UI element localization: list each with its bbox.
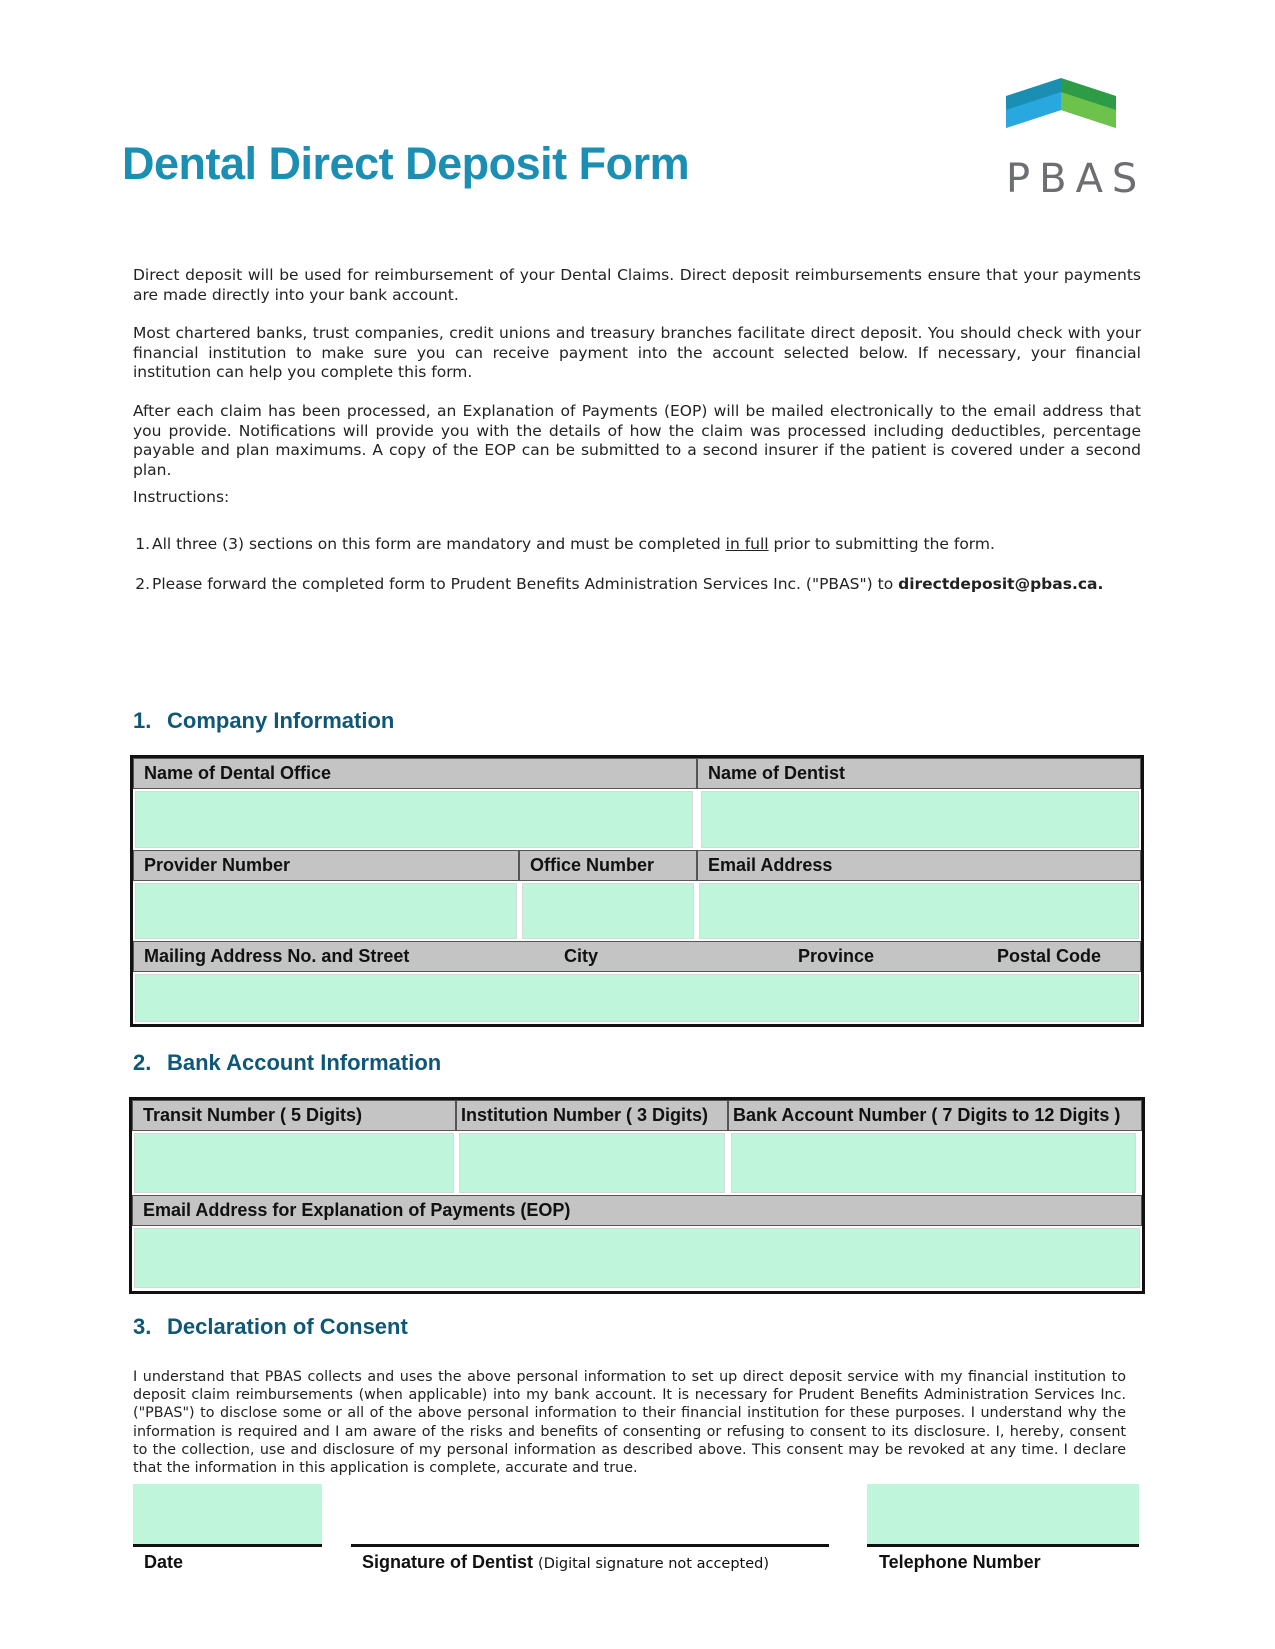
section-number: 3. (133, 1314, 152, 1339)
telephone-field[interactable] (867, 1484, 1139, 1545)
header-mailing-address: Mailing Address No. and Street (144, 946, 410, 966)
intro-paragraph-3: After each claim has been processed, an Explanation of Payments (EOP) will be mailed electronically to the email address that you provide. Notifications will provide you with the details of how the claim was processed including deductibles, percentage payable and plan maximums. A copy of the EOP can be submitted to a second insurer if the patient is covered under a second plan. (133, 402, 1141, 479)
instruction-text: All three (3) sections on this form are mandatory and must be completed (152, 535, 726, 553)
logo-text: PBAS (1006, 156, 1147, 202)
header-name-of-dentist: Name of Dentist (697, 758, 1141, 789)
consent-text: I understand that PBAS collects and uses the above personal information to set up direct deposit service with my financial institution to deposit claim reimbursements (when applicable) into my bank account. It is necessary for Prudent Benefits Administration Services Inc. ("PBAS") to disclose some or all of the above personal information to their financial institution for these purposes. I understand why the information is required and I am aware of the risks and benefits of consenting or refusing to consent to its disclosure. I, hereby, consent to the collection, use and disclosure of my personal information as described above. This consent may be revoked at any time. I declare that the information in this application is complete, accurate and true. (133, 1369, 1126, 1477)
telephone-line (867, 1544, 1139, 1547)
header-province: Province (798, 946, 875, 966)
instruction-text: Please forward the completed form to Prudent Benefits Administration Services Inc. ("PBAS") to (152, 575, 899, 593)
instruction-2 (134, 575, 1103, 593)
header-name-of-dental-office: Name of Dental Office (133, 758, 697, 789)
instructions-label: Instructions: (133, 488, 230, 506)
transit-number-field[interactable] (134, 1133, 454, 1193)
signature-note: (Digital signature not accepted) (538, 1556, 770, 1572)
dental-office-name-field[interactable] (135, 791, 693, 848)
page-title: Dental Direct Deposit Form (122, 138, 690, 189)
intro-paragraph-2: Most chartered banks, trust companies, credit unions and treasury branches facilitate direct deposit. You should check with your financial institution to make sure you can receive payment into the account selected below. If necessary, your financial institution can help you complete this form. (133, 324, 1141, 381)
intro-paragraph-1: Direct deposit will be used for reimbursement of your Dental Claims. Direct deposit reimbursements ensure that your payments are made directly into your bank account. (133, 266, 1141, 304)
address-header-row (133, 941, 1141, 972)
instruction-1 (134, 535, 995, 553)
header-office-number: Office Number (519, 850, 697, 881)
header-eop-email: Email Address for Explanation of Payments (EOP) (132, 1195, 1142, 1226)
institution-number-field[interactable] (459, 1133, 725, 1193)
mailing-address-field[interactable] (135, 974, 1139, 1022)
header-postal-code: Postal Code (997, 946, 1102, 966)
provider-number-field[interactable] (135, 883, 517, 939)
contact-email: directdeposit@pbas.ca. (898, 575, 1104, 593)
company-info-table (130, 755, 1144, 1027)
header-bank-account-number: Bank Account Number ( 7 Digits to 12 Digits ) (728, 1100, 1142, 1131)
signature-label (362, 1552, 769, 1573)
header-institution-number: Institution Number ( 3 Digits) (456, 1100, 728, 1131)
date-label: Date (144, 1552, 184, 1572)
pbas-logo-icon (1006, 78, 1116, 138)
bank-account-number-field[interactable] (731, 1133, 1136, 1193)
signature-line (351, 1544, 829, 1547)
section-3-heading (133, 1314, 408, 1340)
instruction-number: 2. (135, 575, 150, 593)
underlined-text: in full (725, 535, 769, 553)
section-number: 1. (133, 708, 152, 733)
header-transit-number: Transit Number ( 5 Digits) (132, 1100, 456, 1131)
email-address-field[interactable] (699, 883, 1139, 939)
instruction-number: 1. (135, 535, 150, 553)
telephone-label: Telephone Number (879, 1552, 1041, 1572)
section-number: 2. (133, 1050, 152, 1075)
office-number-field[interactable] (522, 883, 694, 939)
section-title: Declaration of Consent (167, 1314, 408, 1339)
signature-label-text: Signature of Dentist (362, 1552, 534, 1572)
signature-field[interactable] (351, 1484, 829, 1544)
eop-email-field[interactable] (134, 1228, 1140, 1288)
dentist-name-field[interactable] (701, 791, 1139, 848)
instruction-text: prior to submitting the form. (768, 535, 995, 553)
header-email-address: Email Address (697, 850, 1141, 881)
header-provider-number: Provider Number (133, 850, 519, 881)
section-title: Bank Account Information (167, 1050, 442, 1075)
section-1-heading (133, 708, 394, 734)
header-city: City (564, 946, 599, 966)
bank-info-table (129, 1097, 1145, 1294)
section-title: Company Information (167, 708, 395, 733)
date-line (133, 1544, 322, 1547)
date-field[interactable] (133, 1484, 322, 1545)
section-2-heading (133, 1050, 441, 1076)
